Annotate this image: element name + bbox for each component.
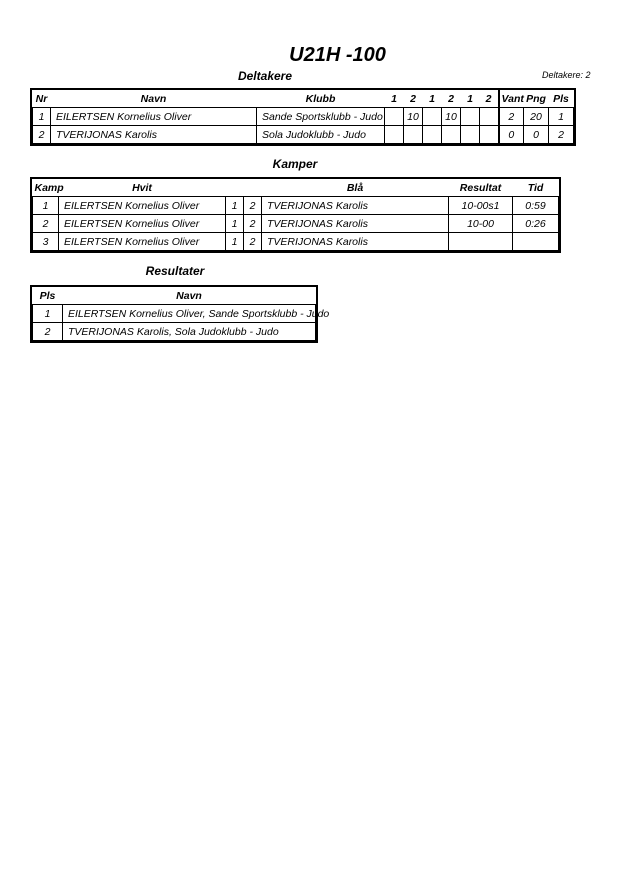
col-tid: Tid [513, 179, 559, 197]
cell-hvit: EILERTSEN Kornelius Oliver [59, 233, 226, 251]
col-pls: Pls [549, 90, 574, 108]
cell-round: 10 [442, 108, 461, 126]
cell-png: 0 [524, 126, 549, 144]
cell-resultat: 10-00s1 [449, 197, 513, 215]
cell-png: 20 [524, 108, 549, 126]
cell-round [461, 126, 480, 144]
cell-tid: 0:59 [513, 197, 559, 215]
results-heading: Resultater [145, 264, 205, 278]
cell-bla: TVERIJONAS Karolis [262, 215, 449, 233]
cell-nr: 1 [33, 108, 51, 126]
cell-kamp: 3 [33, 233, 59, 251]
cell-round: 10 [404, 108, 423, 126]
matches-header-row [33, 179, 559, 197]
cell-navn: EILERTSEN Kornelius Oliver, Sande Sportsklubb - Judo [63, 305, 316, 323]
participants-heading: Deltakere [237, 69, 293, 83]
cell-bla: TVERIJONAS Karolis [262, 233, 449, 251]
table-row [33, 215, 559, 233]
results-header-row [33, 287, 316, 305]
cell-klubb: Sola Judoklubb - Judo [257, 126, 385, 144]
cell-score-blue: 2 [244, 197, 262, 215]
participants-header-row [33, 90, 574, 108]
cell-navn: EILERTSEN Kornelius Oliver [51, 108, 257, 126]
col-round: 2 [442, 90, 461, 108]
participants-count: Deltakere: 2 [542, 70, 591, 80]
col-round: 1 [385, 90, 404, 108]
cell-bla: TVERIJONAS Karolis [262, 197, 449, 215]
col-resultat: Resultat [449, 179, 513, 197]
col-score-white [226, 179, 244, 197]
col-kamp: Kamp [33, 179, 59, 197]
table-row [33, 197, 559, 215]
cell-tid [513, 233, 559, 251]
results-table [32, 287, 330, 341]
cell-pls: 2 [33, 323, 63, 341]
table-row [33, 323, 316, 341]
col-png: Png [524, 90, 549, 108]
table-row [33, 305, 316, 323]
cell-round [385, 108, 404, 126]
cell-hvit: EILERTSEN Kornelius Oliver [59, 215, 226, 233]
cell-vant: 2 [499, 108, 524, 126]
cell-round [404, 126, 423, 144]
col-klubb: Klubb [257, 90, 385, 108]
col-score-blue [244, 179, 262, 197]
cell-navn: TVERIJONAS Karolis [51, 126, 257, 144]
col-navn: Navn [51, 90, 257, 108]
cell-kamp: 2 [33, 215, 59, 233]
col-round: 1 [423, 90, 442, 108]
cell-round [423, 126, 442, 144]
cell-score-white: 1 [226, 197, 244, 215]
cell-pls: 1 [549, 108, 574, 126]
table-row [33, 233, 559, 251]
cell-nr: 2 [33, 126, 51, 144]
cell-round [423, 108, 442, 126]
cell-round [385, 126, 404, 144]
cell-round [442, 126, 461, 144]
col-bla: Blå [262, 179, 449, 197]
cell-resultat [449, 233, 513, 251]
page-title: U21H -100 [289, 44, 386, 66]
cell-pls: 2 [549, 126, 574, 144]
col-round: 2 [404, 90, 423, 108]
cell-score-blue: 2 [244, 233, 262, 251]
cell-hvit: EILERTSEN Kornelius Oliver [59, 197, 226, 215]
cell-round [480, 108, 499, 126]
col-navn: Navn [63, 287, 316, 305]
col-pls: Pls [33, 287, 63, 305]
cell-pls: 1 [33, 305, 63, 323]
table-row [33, 108, 574, 126]
col-round: 1 [461, 90, 480, 108]
col-nr: Nr [33, 90, 51, 108]
participants-table [32, 90, 574, 144]
cell-score-blue: 2 [244, 215, 262, 233]
col-round: 2 [480, 90, 499, 108]
col-vant: Vant [499, 90, 524, 108]
cell-resultat: 10-00 [449, 215, 513, 233]
cell-score-white: 1 [226, 215, 244, 233]
cell-vant: 0 [499, 126, 524, 144]
cell-kamp: 1 [33, 197, 59, 215]
cell-klubb: Sande Sportsklubb - Judo [257, 108, 385, 126]
cell-round [480, 126, 499, 144]
cell-round [461, 108, 480, 126]
cell-score-white: 1 [226, 233, 244, 251]
matches-table [32, 179, 559, 251]
table-row [33, 126, 574, 144]
matches-heading: Kamper [272, 157, 318, 171]
cell-navn: TVERIJONAS Karolis, Sola Judoklubb - Judo [63, 323, 316, 341]
cell-tid: 0:26 [513, 215, 559, 233]
col-hvit: Hvit [59, 179, 226, 197]
